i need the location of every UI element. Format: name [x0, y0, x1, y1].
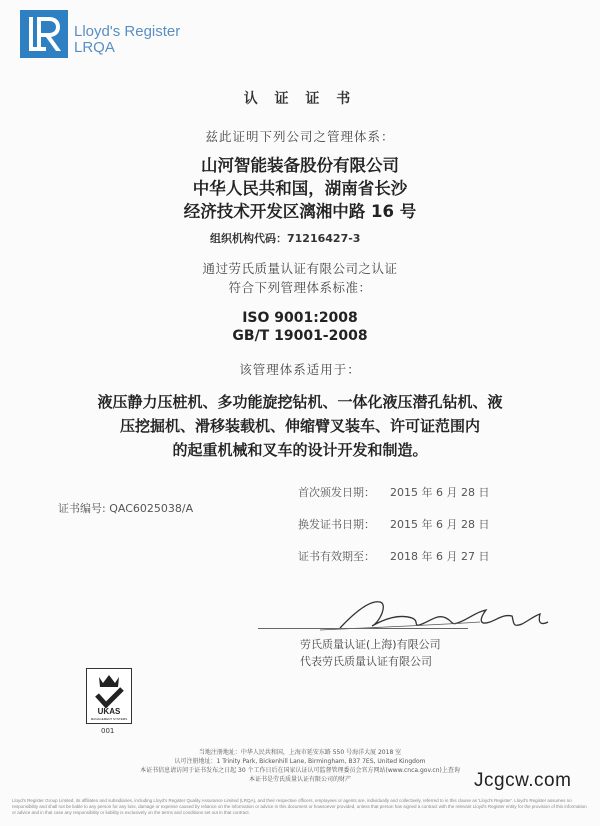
- date-value: 2015 年 6 月 28 日: [390, 486, 490, 499]
- signature-line: [258, 628, 468, 629]
- organization-code: 组织机构代码：71216427-3: [210, 232, 361, 245]
- ukas-accreditation-mark: [86, 668, 132, 724]
- site-watermark: Jcgcw.com: [474, 770, 572, 791]
- footer-line-3: 本证书信息请访问于证书发布之日起 30 个工作日后在国家认证认可监督管理委员会官方网站(www.cnca.gov.cn)上查询: [140, 767, 460, 774]
- scope-line-2: 压挖掘机、滑移装载机、伸缩臂叉装车、许可证范围内: [119, 417, 480, 435]
- approval-statement: [0, 259, 600, 297]
- issuer-block: [300, 636, 441, 670]
- date-value: 2018 年 6 月 27 日: [390, 550, 490, 563]
- scope-block: [0, 390, 600, 462]
- lloyds-register-logo: [20, 10, 68, 58]
- handwritten-signature: [300, 592, 560, 642]
- standard-gb: GB/T 19001-2008: [232, 328, 368, 344]
- approval-line-2: 符合下列管理体系标准：: [228, 280, 372, 295]
- logo-line-2: LRQA: [74, 39, 115, 56]
- reissue-date: [298, 516, 489, 532]
- standard-iso: ISO 9001:2008: [242, 310, 358, 326]
- approval-line-1: 通过劳氏质量认证有限公司之认证: [202, 261, 398, 276]
- issuer-line-2: 代表劳氏质量认证有限公司: [300, 655, 432, 668]
- ukas-number: 001: [101, 727, 115, 735]
- date-value: 2015 年 6 月 28 日: [390, 518, 490, 531]
- ukas-sub-label: MANAGEMENT SYSTEMS: [90, 717, 128, 721]
- ukas-label: UKAS: [97, 707, 121, 716]
- company-address-line-2: 经济技术开发区漓湘中路 16 号: [183, 202, 417, 221]
- scope-line-3: 的起重机械和叉车的设计开发和制造。: [172, 441, 428, 459]
- company-block: [0, 154, 600, 223]
- standards-block: [0, 309, 600, 345]
- first-issue-date: [298, 484, 489, 500]
- date-label: 换发证书日期：: [298, 518, 375, 531]
- company-address-line-1: 中华人民共和国，湖南省长沙: [192, 179, 408, 198]
- logo-text: [74, 24, 180, 56]
- hereby-statement: 兹此证明下列公司之管理体系：: [205, 129, 395, 144]
- issuer-line-1: 劳氏质量认证(上海)有限公司: [300, 638, 441, 651]
- company-name: 山河智能装备股份有限公司: [201, 156, 399, 175]
- scope-line-1: 液压静力压桩机、多功能旋挖钻机、一体化液压潜孔钻机、液: [97, 393, 503, 411]
- certificate-number: 证书编号: QAC6025038/A: [58, 502, 194, 515]
- expiry-date: [298, 548, 489, 564]
- date-label: 证书有效期至：: [298, 550, 375, 563]
- scope-heading: 该管理体系适用于：: [239, 362, 361, 377]
- certificate-title: 认 证 证 书: [243, 91, 357, 107]
- date-label: 首次颁发日期：: [298, 486, 375, 499]
- ukas-crown-tick-icon: [87, 669, 131, 723]
- lr-monogram-icon: [20, 10, 68, 58]
- footer-line-4: 本证书是劳氏质量认证有限公司的财产: [248, 776, 351, 783]
- footer-line-1: 当地注册地址：中华人民共和国，上海市延安东路 550 号海洋大厦 2018 室: [198, 749, 402, 756]
- footer-line-2: 认可注册地址：1 Trinity Park, Bickenhill Lane, Birmingham, B37 7ES, United Kingdom: [174, 758, 426, 765]
- footer-disclaimer: Lloyd's Register Group Limited, its affiliates and subsidiaries, including Lloyd's Register Quality Assurance Limited (LRQA), and their respective officers, employees or agents are, individually and collectively, referred to in this clause as 'Lloyd's Register'. Lloyd's Register assumes no responsibility and shall not be liable to any person for any loss, damage or expense caused by reliance on the information or advice in this document or howsoever provided, unless that person has signed a contract with the relevant Lloyd's Register entity for the provision of this information or advice and in that case any responsibility or liability is exclusively on the terms and conditions set out in that contract.: [12, 798, 587, 815]
- logo-line-1: Lloyd's Register: [74, 23, 181, 40]
